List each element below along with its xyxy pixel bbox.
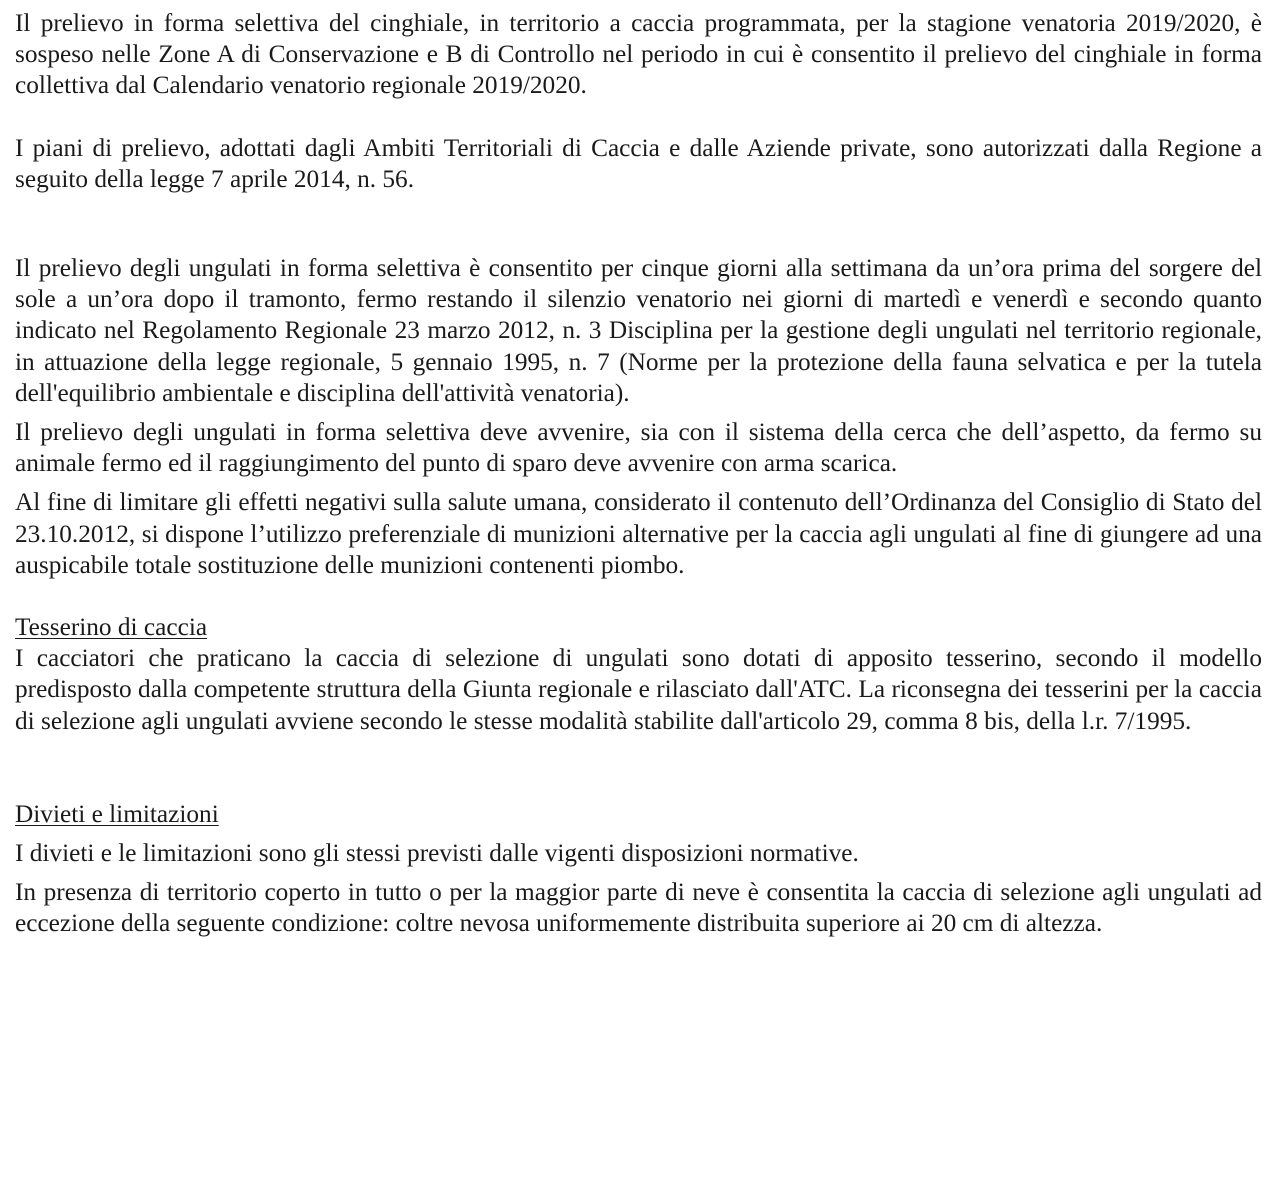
paragraph-divieti: I divieti e le limitazioni sono gli stessi previsti dalle vigenti disposizioni normative. bbox=[15, 839, 859, 868]
paragraph-modalita-prelievo: Il prelievo degli ungulati in forma selettiva deve avvenire, sia con il sistema della cerca che dell’aspetto, da fermo su animale fermo ed il raggiungimento del punto di sparo deve avvenire con arma scarica. bbox=[15, 418, 1262, 478]
paragraph-neve: In presenza di territorio coperto in tutto o per la maggior parte di neve è consentita la caccia di selezione agli ungulati ad eccezione della seguente condizione: coltre nevosa uniformemente distribuita superiore ai 20 cm di altezza. bbox=[15, 878, 1262, 938]
paragraph-munizioni: Al fine di limitare gli effetti negativi sulla salute umana, considerato il contenuto dell’Ordinanza del Consiglio di Stato del 23.10.2012, si dispone l’utilizzo preferenziale di munizioni alternative per la caccia agli ungulati al fine di giungere ad una auspicabile totale sostituzione delle munizioni contenenti piombo. bbox=[15, 488, 1262, 579]
document-page bbox=[15, 8, 1262, 940]
paragraph-orari-prelievo: Il prelievo degli ungulati in forma selettiva è consentito per cinque giorni alla settimana da un’ora prima del sorgere del sole a un’ora dopo il tramonto, fermo restando il silenzio venatorio nei giorni di martedì e venerdì e secondo quanto indicato nel Regolamento Regionale 23 marzo 2012, n. 3 Disciplina per la gestione degli ungulati nel territorio regionale, in attuazione della legge regionale, 5 gennaio 1995, n. 7 (Norme per la protezione della fauna selvatica e per la tutela dell'equilibrio ambientale e disciplina dell'attività venatoria). bbox=[15, 254, 1262, 407]
heading-divieti-e-limitazioni: Divieti e limitazioni bbox=[15, 799, 219, 828]
paragraph-tesserino: I cacciatori che praticano la caccia di selezione di ungulati sono dotati di apposito tesserino, secondo il modello predisposto dalla competente struttura della Giunta regionale e rilasciato dall'ATC. La riconsegna dei tesserini per la caccia di selezione agli ungulati avviene secondo le stesse modalità stabilite dall'articolo 29, comma 8 bis, della l.r. 7/1995. bbox=[15, 644, 1262, 735]
heading-tesserino-di-caccia: Tesserino di caccia bbox=[15, 613, 208, 642]
paragraph-piani-prelievo: I piani di prelievo, adottati dagli Ambiti Territoriali di Caccia e dalle Aziende private, sono autorizzati dalla Regione a seguito della legge 7 aprile 2014, n. 56. bbox=[15, 133, 1262, 193]
paragraph-sospensione-cinghiale: Il prelievo in forma selettiva del cinghiale, in territorio a caccia programmata, per la stagione venatoria 2019/2020, è sospeso nelle Zone A di Conservazione e B di Controllo nel periodo in cui è consentito il prelievo del cinghiale in forma collettiva dal Calendario venatorio regionale 2019/2020. bbox=[15, 9, 1262, 100]
